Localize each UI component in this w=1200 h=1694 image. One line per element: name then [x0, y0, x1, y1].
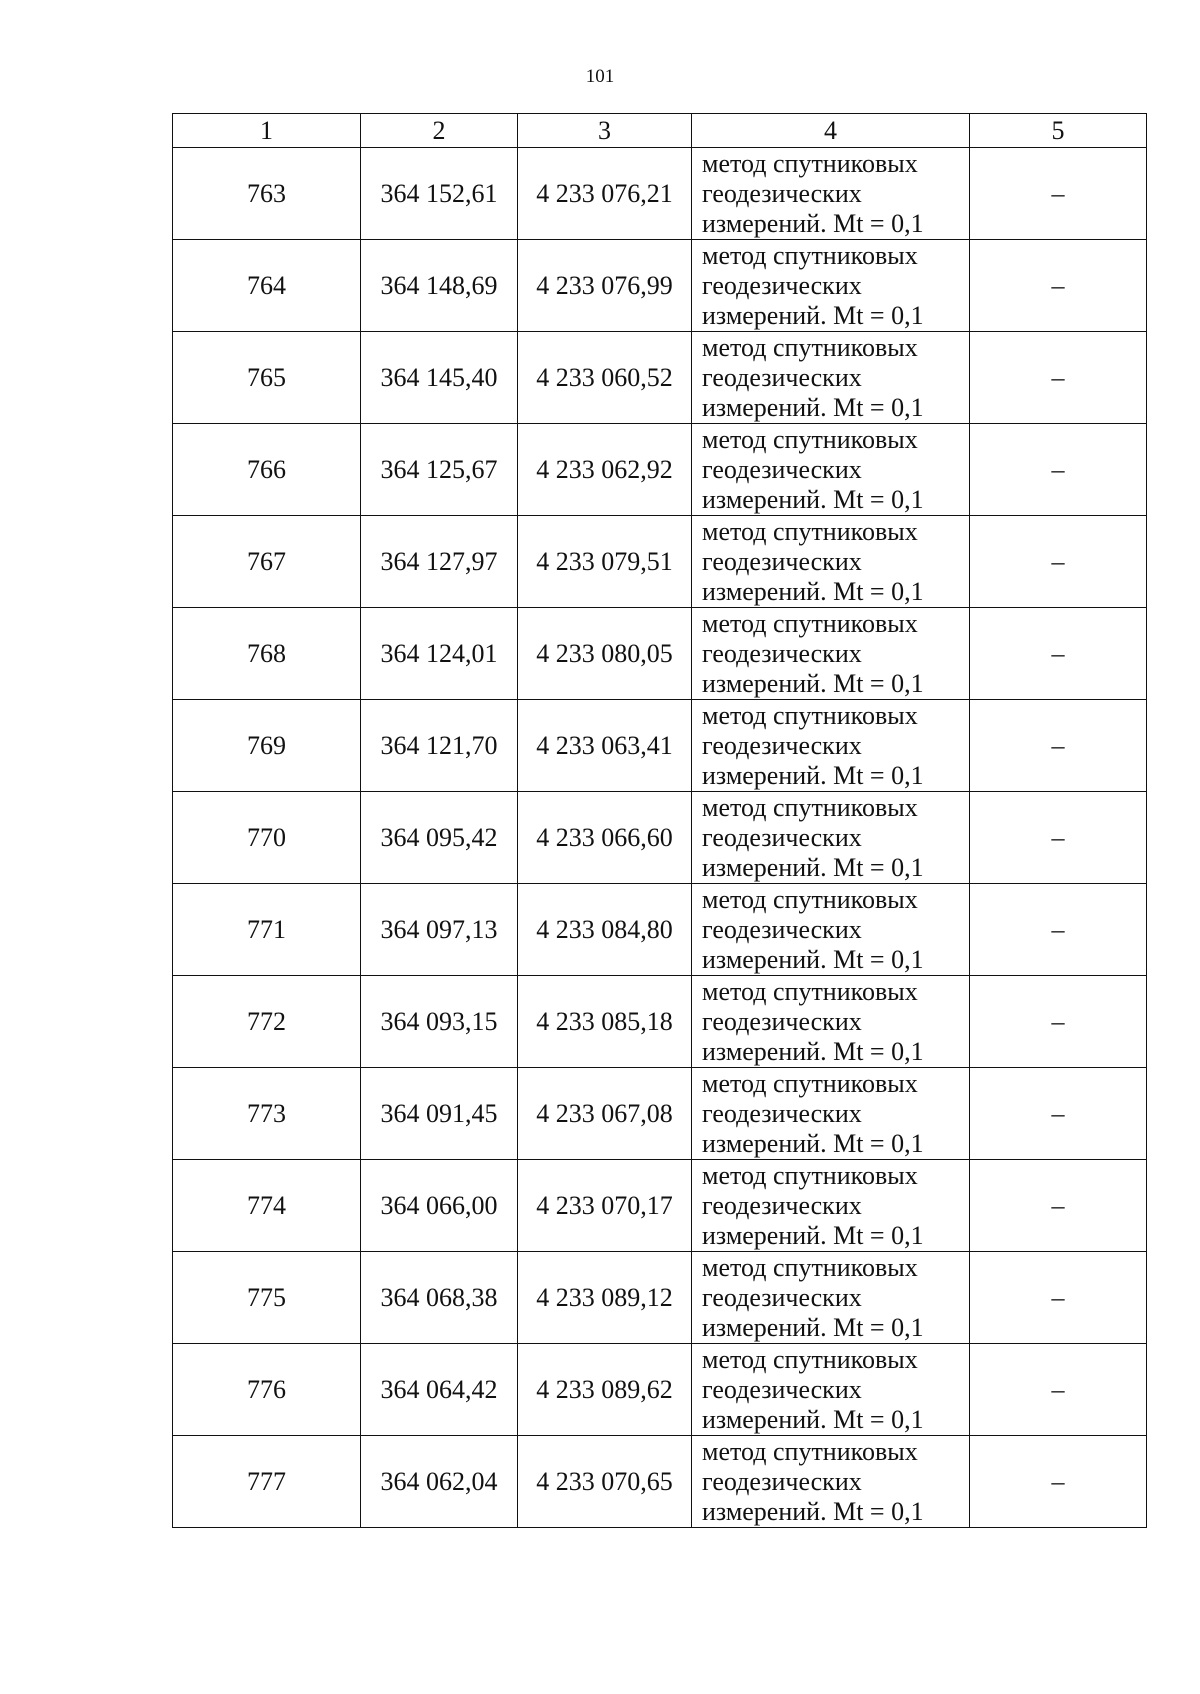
x-coordinate-cell: 364 062,04: [361, 1436, 518, 1528]
method-line: метод спутниковых: [702, 792, 918, 822]
method-line: метод спутниковых: [702, 148, 918, 178]
method-cell: [692, 976, 970, 1068]
method-line: измерений. Mt = 0,1: [702, 1036, 924, 1066]
x-coordinate-cell: 364 152,61: [361, 148, 518, 240]
method-line: метод спутниковых: [702, 1344, 918, 1374]
y-coordinate-cell: 4 233 089,62: [518, 1344, 692, 1436]
x-coordinate-cell: 364 064,42: [361, 1344, 518, 1436]
x-coordinate-cell: 364 125,67: [361, 424, 518, 516]
table-row: [173, 1436, 1147, 1528]
method-line: метод спутниковых: [702, 240, 918, 270]
coordinates-table: [172, 113, 1147, 1528]
method-line: геодезических: [702, 270, 862, 300]
description-cell: –: [970, 1344, 1147, 1436]
point-number-cell: 771: [173, 884, 361, 976]
description-cell: –: [970, 700, 1147, 792]
method-line: геодезических: [702, 730, 862, 760]
method-line: измерений. Mt = 0,1: [702, 208, 924, 238]
y-coordinate-cell: 4 233 062,92: [518, 424, 692, 516]
method-line: измерений. Mt = 0,1: [702, 760, 924, 790]
method-line: измерений. Mt = 0,1: [702, 852, 924, 882]
method-line: метод спутниковых: [702, 1068, 918, 1098]
table-body: [173, 148, 1147, 1528]
description-cell: –: [970, 608, 1147, 700]
method-line: метод спутниковых: [702, 332, 918, 362]
method-line: измерений. Mt = 0,1: [702, 392, 924, 422]
method-cell: [692, 1436, 970, 1528]
method-line: метод спутниковых: [702, 700, 918, 730]
method-line: измерений. Mt = 0,1: [702, 300, 924, 330]
x-coordinate-cell: 364 091,45: [361, 1068, 518, 1160]
description-cell: –: [970, 424, 1147, 516]
header-cell-4: 4: [692, 114, 970, 148]
y-coordinate-cell: 4 233 070,17: [518, 1160, 692, 1252]
point-number-cell: 768: [173, 608, 361, 700]
method-line: геодезических: [702, 1374, 862, 1404]
method-line: измерений. Mt = 0,1: [702, 576, 924, 606]
method-line: геодезических: [702, 822, 862, 852]
method-line: метод спутниковых: [702, 976, 918, 1006]
x-coordinate-cell: 364 145,40: [361, 332, 518, 424]
method-line: метод спутниковых: [702, 608, 918, 638]
table-row: [173, 332, 1147, 424]
table-row: [173, 976, 1147, 1068]
method-line: измерений. Mt = 0,1: [702, 1220, 924, 1250]
method-cell: [692, 148, 970, 240]
header-row: [173, 114, 1147, 148]
point-number-cell: 775: [173, 1252, 361, 1344]
method-line: геодезических: [702, 454, 862, 484]
method-line: измерений. Mt = 0,1: [702, 1404, 924, 1434]
point-number-cell: 773: [173, 1068, 361, 1160]
description-cell: –: [970, 240, 1147, 332]
table-row: [173, 1252, 1147, 1344]
table-header: [173, 114, 1147, 148]
method-cell: [692, 332, 970, 424]
method-cell: [692, 1252, 970, 1344]
y-coordinate-cell: 4 233 067,08: [518, 1068, 692, 1160]
method-line: геодезических: [702, 546, 862, 576]
point-number-cell: 774: [173, 1160, 361, 1252]
x-coordinate-cell: 364 068,38: [361, 1252, 518, 1344]
description-cell: –: [970, 1436, 1147, 1528]
x-coordinate-cell: 364 124,01: [361, 608, 518, 700]
point-number-cell: 776: [173, 1344, 361, 1436]
y-coordinate-cell: 4 233 089,12: [518, 1252, 692, 1344]
y-coordinate-cell: 4 233 076,99: [518, 240, 692, 332]
point-number-cell: 769: [173, 700, 361, 792]
method-line: измерений. Mt = 0,1: [702, 484, 924, 514]
description-cell: –: [970, 148, 1147, 240]
description-cell: –: [970, 1252, 1147, 1344]
y-coordinate-cell: 4 233 070,65: [518, 1436, 692, 1528]
description-cell: –: [970, 884, 1147, 976]
y-coordinate-cell: 4 233 085,18: [518, 976, 692, 1068]
x-coordinate-cell: 364 121,70: [361, 700, 518, 792]
method-line: геодезических: [702, 178, 862, 208]
table-row: [173, 700, 1147, 792]
table-row: [173, 792, 1147, 884]
header-cell-2: 2: [361, 114, 518, 148]
description-cell: –: [970, 976, 1147, 1068]
table-row: [173, 1160, 1147, 1252]
x-coordinate-cell: 364 097,13: [361, 884, 518, 976]
method-cell: [692, 1068, 970, 1160]
header-cell-5: 5: [970, 114, 1147, 148]
method-line: измерений. Mt = 0,1: [702, 1128, 924, 1158]
method-cell: [692, 700, 970, 792]
point-number-cell: 767: [173, 516, 361, 608]
point-number-cell: 764: [173, 240, 361, 332]
description-cell: –: [970, 792, 1147, 884]
y-coordinate-cell: 4 233 060,52: [518, 332, 692, 424]
method-line: геодезических: [702, 638, 862, 668]
table-row: [173, 516, 1147, 608]
y-coordinate-cell: 4 233 066,60: [518, 792, 692, 884]
description-cell: –: [970, 1160, 1147, 1252]
y-coordinate-cell: 4 233 079,51: [518, 516, 692, 608]
method-cell: [692, 792, 970, 884]
description-cell: –: [970, 516, 1147, 608]
method-cell: [692, 884, 970, 976]
point-number-cell: 770: [173, 792, 361, 884]
method-cell: [692, 424, 970, 516]
table-row: [173, 148, 1147, 240]
method-line: геодезических: [702, 1282, 862, 1312]
method-line: геодезических: [702, 1466, 862, 1496]
method-line: геодезических: [702, 1190, 862, 1220]
header-cell-1: 1: [173, 114, 361, 148]
method-line: измерений. Mt = 0,1: [702, 1312, 924, 1342]
x-coordinate-cell: 364 066,00: [361, 1160, 518, 1252]
table-row: [173, 240, 1147, 332]
table-row: [173, 424, 1147, 516]
method-line: измерений. Mt = 0,1: [702, 944, 924, 974]
method-cell: [692, 516, 970, 608]
table-row: [173, 1068, 1147, 1160]
method-line: геодезических: [702, 1006, 862, 1036]
description-cell: –: [970, 1068, 1147, 1160]
method-line: метод спутниковых: [702, 1436, 918, 1466]
method-cell: [692, 608, 970, 700]
point-number-cell: 765: [173, 332, 361, 424]
method-line: метод спутниковых: [702, 1160, 918, 1190]
point-number-cell: 772: [173, 976, 361, 1068]
method-line: измерений. Mt = 0,1: [702, 668, 924, 698]
method-cell: [692, 240, 970, 332]
method-cell: [692, 1160, 970, 1252]
y-coordinate-cell: 4 233 084,80: [518, 884, 692, 976]
x-coordinate-cell: 364 095,42: [361, 792, 518, 884]
method-line: геодезических: [702, 1098, 862, 1128]
table-row: [173, 1344, 1147, 1436]
table-row: [173, 608, 1147, 700]
y-coordinate-cell: 4 233 076,21: [518, 148, 692, 240]
point-number-cell: 763: [173, 148, 361, 240]
method-line: метод спутниковых: [702, 516, 918, 546]
x-coordinate-cell: 364 093,15: [361, 976, 518, 1068]
x-coordinate-cell: 364 127,97: [361, 516, 518, 608]
method-line: метод спутниковых: [702, 884, 918, 914]
method-line: метод спутниковых: [702, 424, 918, 454]
method-line: геодезических: [702, 914, 862, 944]
method-line: геодезических: [702, 362, 862, 392]
header-cell-3: 3: [518, 114, 692, 148]
x-coordinate-cell: 364 148,69: [361, 240, 518, 332]
y-coordinate-cell: 4 233 080,05: [518, 608, 692, 700]
method-line: метод спутниковых: [702, 1252, 918, 1282]
method-cell: [692, 1344, 970, 1436]
page-number: 101: [585, 66, 615, 87]
point-number-cell: 777: [173, 1436, 361, 1528]
description-cell: –: [970, 332, 1147, 424]
point-number-cell: 766: [173, 424, 361, 516]
y-coordinate-cell: 4 233 063,41: [518, 700, 692, 792]
method-line: измерений. Mt = 0,1: [702, 1496, 924, 1526]
table-row: [173, 884, 1147, 976]
